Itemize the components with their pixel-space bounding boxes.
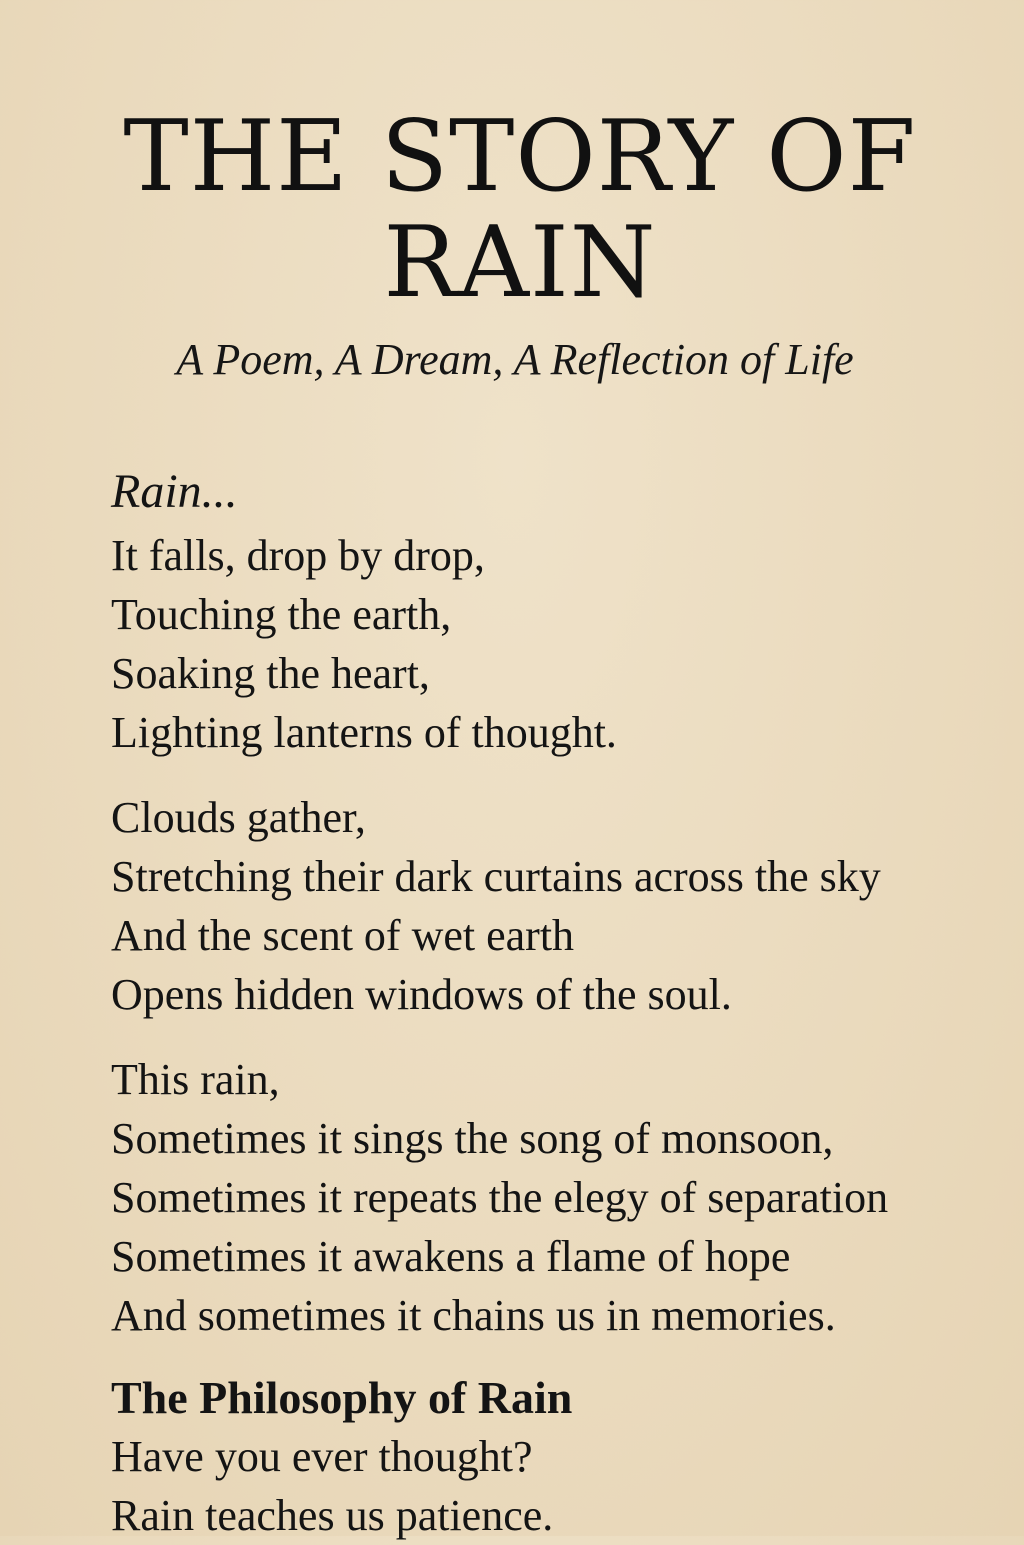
section-stanza [111,1427,1011,1545]
poem-line: Clouds gather, [111,793,366,842]
poem-line: Sometimes it awakens a flame of hope [111,1232,791,1281]
stanza-3 [111,1050,1011,1345]
page-subtitle: A Poem, A Dream, A Reflection of Life [176,335,854,384]
stanza-1 [111,526,1011,762]
poem-line: Sometimes it sings the song of monsoon, [111,1114,834,1163]
poem-line: Opens hidden windows of the soul. [111,970,732,1019]
stanza-2 [111,788,1011,1024]
poem-line: Touching the earth, [111,590,452,639]
poem-line: Soaking the heart, [111,649,430,698]
poem-line: Sometimes it repeats the elegy of separation [111,1173,889,1222]
poem-line: This rain, [111,1055,280,1104]
poem-line: Lighting lanterns of thought. [111,708,617,757]
page-title-line-1: THE STORY OF [123,100,917,214]
poem-line: It falls, drop by drop, [111,531,485,580]
poem-line: And sometimes it chains us in memories. [111,1291,836,1340]
poem-line: Stretching their dark curtains across the sky [111,852,881,901]
poem-body [111,462,1011,1545]
poem-intro: Rain... [111,465,238,518]
section-heading: The Philosophy of Rain [111,1372,573,1423]
page-title-line-2: RAIN [383,206,657,320]
poem-line: And the scent of wet earth [111,911,575,960]
poem-line: Rain teaches us patience. [111,1491,554,1540]
poem-line: Have you ever thought? [111,1432,533,1481]
